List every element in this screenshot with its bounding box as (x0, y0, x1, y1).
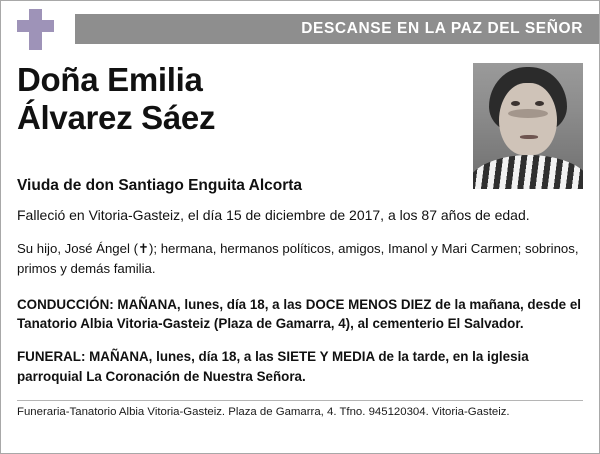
banner-text: DESCANSE EN LA PAZ DEL SEÑOR (301, 20, 583, 37)
obituary-body (1, 177, 599, 386)
conduccion-details: CONDUCCIÓN: MAÑANA, lunes, día 18, a las DOCE MENOS DIEZ de la mañana, desde el Tanatorio Albia Vitoria-Gasteiz (Plaza de Gamarra, 4), al cementerio El Salvador. (17, 296, 582, 332)
death-details-line: Falleció en Vitoria-Gasteiz, el día 15 de diciembre de 2017, a los 87 años de edad. (17, 207, 530, 223)
widow-of-line: Viuda de don Santiago Enguita Alcorta (17, 177, 303, 194)
obituary-header (1, 1, 599, 57)
cross-horizontal-bar (17, 20, 54, 32)
deceased-name (17, 61, 437, 138)
funeral-details: FUNERAL: MAÑANA, lunes, día 18, a las SIETE Y MEDIA de la tarde, en la iglesia parroquial La Coronación de Nuestra Señora. (17, 349, 529, 384)
surviving-family-line: Su hijo, José Ángel (✝); hermana, hermanos políticos, amigos, Imanol y Mari Carmen; sobrinos, primos y demás familia. (17, 241, 579, 276)
cross-icon (1, 1, 75, 57)
name-and-portrait-row (1, 57, 599, 173)
portrait-mouth (520, 135, 538, 139)
header-banner (75, 14, 599, 44)
deceased-surname-line: Álvarez Sáez (17, 99, 216, 137)
deceased-first-name-line: Doña Emilia (17, 61, 203, 98)
portrait-photo (473, 63, 583, 189)
portrait-face (499, 83, 557, 155)
portrait-left-eye (511, 101, 520, 106)
funeral-home-footer: Funeraria-Tanatorio Albia Vitoria-Gasteiz. Plaza de Gamarra, 4. Tfno. 945120304. Vitoria-Gasteiz. (17, 406, 510, 419)
portrait-right-eye (535, 101, 544, 106)
